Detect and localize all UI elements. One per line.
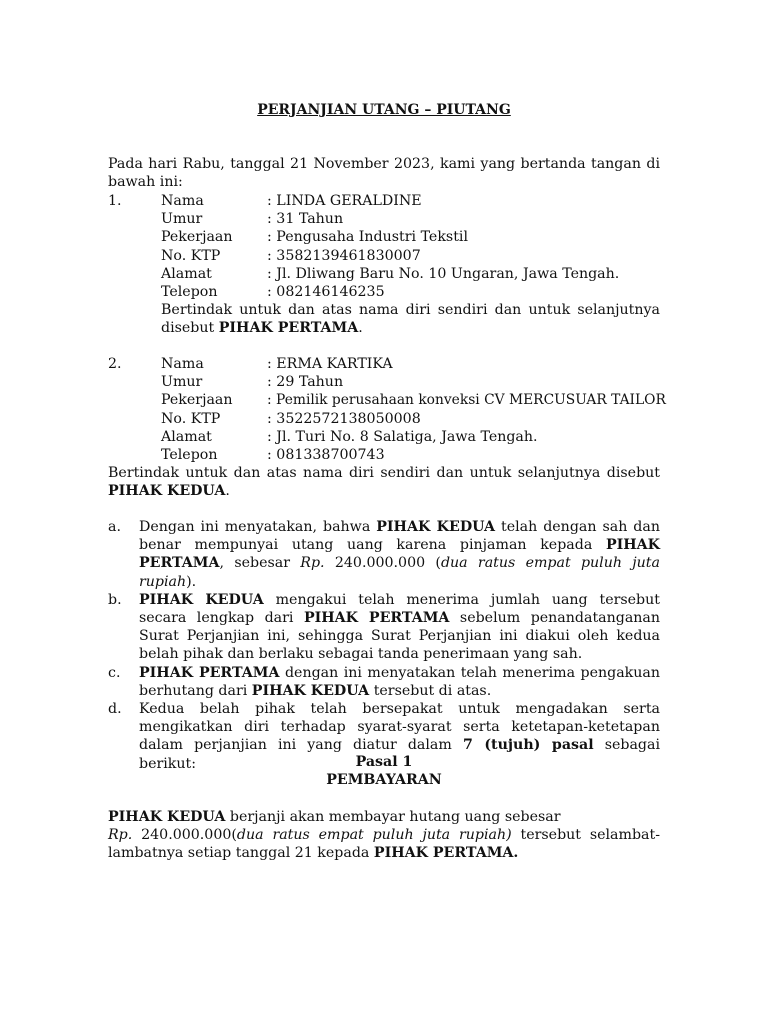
point-text: mengakui telah menerima jumlah uang tersebut secara lengkap dari [139,591,660,627]
point-text: Dengan ini menyatakan, bahwa [139,519,377,535]
field-label: Pekerjaan [161,229,233,246]
point-a [108,518,660,591]
paragraph-text: 240.000.000( [132,827,237,843]
point-text: ). [186,573,197,590]
party-2-row-age [108,373,660,391]
statement-punct: . [225,483,230,500]
field-label: Nama [161,193,204,209]
bold-term: PIHAK KEDUA [108,809,226,825]
point-marker: d. [108,701,122,718]
field-label: Umur [161,211,203,228]
party-1-statement [161,301,660,337]
field-value: : Pengusaha Industri Tekstil [267,229,468,246]
pasal-1-heading: Pasal 1 [355,754,413,770]
field-value: : 3522572138050008 [267,410,421,427]
party-designation: PIHAK KEDUA [108,483,226,500]
field-label: No. KTP [161,247,221,264]
point-text: sebagai berikut: [139,737,660,772]
italic-term: dua ratus empat puluh juta rupiah [139,555,660,590]
pasal-1-subheading: PEMBAYARAN [326,772,442,788]
pasal-1-line-1 [108,808,660,826]
party-designation: PIHAK PERTAMA [218,320,359,337]
paragraph-text: berjanji akan membayar hutang uang sebesar [225,809,561,825]
field-value: : 31 Tahun [267,211,344,228]
italic-term: Rp. [300,555,325,572]
party-2-row-address [108,428,660,446]
field-value: : LINDA GERALDINE [267,193,422,209]
field-value: : 081338700743 [267,446,385,463]
point-text: sebelum penandatanganan Surat Perjanjian ini, sehingga Surat Perjanjian ini diakui oleh kedua belah pihak dan berlaku sebagai tanda penerimaan yang sah. [139,610,661,663]
party-2-section [108,355,666,501]
party-2-statement [108,464,660,500]
field-value: : 082146146235 [267,283,385,300]
bold-term: PIHAK PERTAMA [139,537,660,572]
point-text: , sebesar [219,555,301,572]
italic-term: dua ratus empat puluh juta rupiah) [236,827,512,843]
party-1-row-age [108,210,660,228]
field-label: Nama [161,356,204,372]
bold-term: PIHAK PERTAMA [303,610,450,627]
point-text: telah dengan sah dan benar mempunyai utang uang karena pinjaman kepada [139,519,660,554]
party-1-row-job [108,228,660,246]
field-value: : 3582139461830007 [267,247,421,264]
field-label: No. KTP [161,410,221,427]
bold-term: PIHAK KEDUA [376,519,496,535]
bold-term: PIHAK KEDUA [251,682,370,699]
party-1-number: 1. [108,193,122,209]
field-value: : ERMA KARTIKA [267,356,393,372]
statement-text: Bertindak untuk dan atas nama diri sendiri dan untuk selanjutnya disebut [161,302,660,337]
field-label: Umur [161,374,203,391]
field-label: Alamat [161,428,212,445]
party-1-row-ktp [108,247,660,265]
field-value: : Jl. Dliwang Baru No. 10 Ungaran, Jawa Tengah. [267,265,620,282]
field-label: Telepon [161,283,218,300]
field-value: : Jl. Turi No. 8 Salatiga, Jawa Tengah. [267,428,538,445]
point-marker: a. [108,519,121,535]
bold-term: PIHAK KEDUA [139,591,264,608]
party-2-row-ktp [108,410,660,428]
party-1-row-name [108,192,660,210]
document-title: PERJANJIAN UTANG – PIUTANG [257,102,511,118]
field-value: : 29 Tahun [267,374,344,391]
field-label: Pekerjaan [161,392,233,409]
point-text: dengan ini menyatakan telah menerima pengakuan berhutang dari [139,664,660,699]
point-text: tersebut di atas. [369,682,492,699]
statement-text: Bertindak untuk dan atas nama diri sendiri dan untuk selanjutnya disebut [108,465,660,482]
bold-term: 7 (tujuh) pasal [462,737,594,754]
paragraph-text: tersebut selambat-lambatnya setiap tanggal 21 kepada [108,827,660,862]
party-1-row-phone [108,283,660,301]
party-2-row-job [108,391,666,409]
point-c [108,664,660,700]
point-text: Kedua belah pihak telah bersepakat untuk mengadakan serta mengikatkan diri terhadap syarat-syarat serta ketetapan-ketetapan dalam perjanjian ini yang diatur dalam [139,701,660,754]
party-2-row-phone [108,446,660,464]
party-1-section [108,192,660,338]
point-marker: b. [108,591,122,608]
bold-term: PIHAK PERTAMA. [373,845,519,862]
party-2-number: 2. [108,356,122,372]
party-2-row-name [108,355,660,373]
statement-punct: . [358,320,363,337]
pasal-1-paragraph [108,826,660,862]
bold-term: PIHAK PERTAMA [139,664,280,681]
point-marker: c. [108,664,121,681]
field-label: Telepon [161,446,218,463]
intro-paragraph: Pada hari Rabu, tanggal 21 November 2023, kami yang bertanda tangan di bawah ini: [108,156,660,191]
point-b [108,591,660,664]
party-1-row-address [108,265,660,283]
point-text: 240.000.000 ( [324,555,441,572]
field-value: : Pemilik perusahaan konveksi CV MERCUSUAR TAILOR [267,392,666,409]
field-label: Alamat [161,265,212,282]
points-list [108,518,660,773]
italic-term: Rp. [108,827,133,843]
